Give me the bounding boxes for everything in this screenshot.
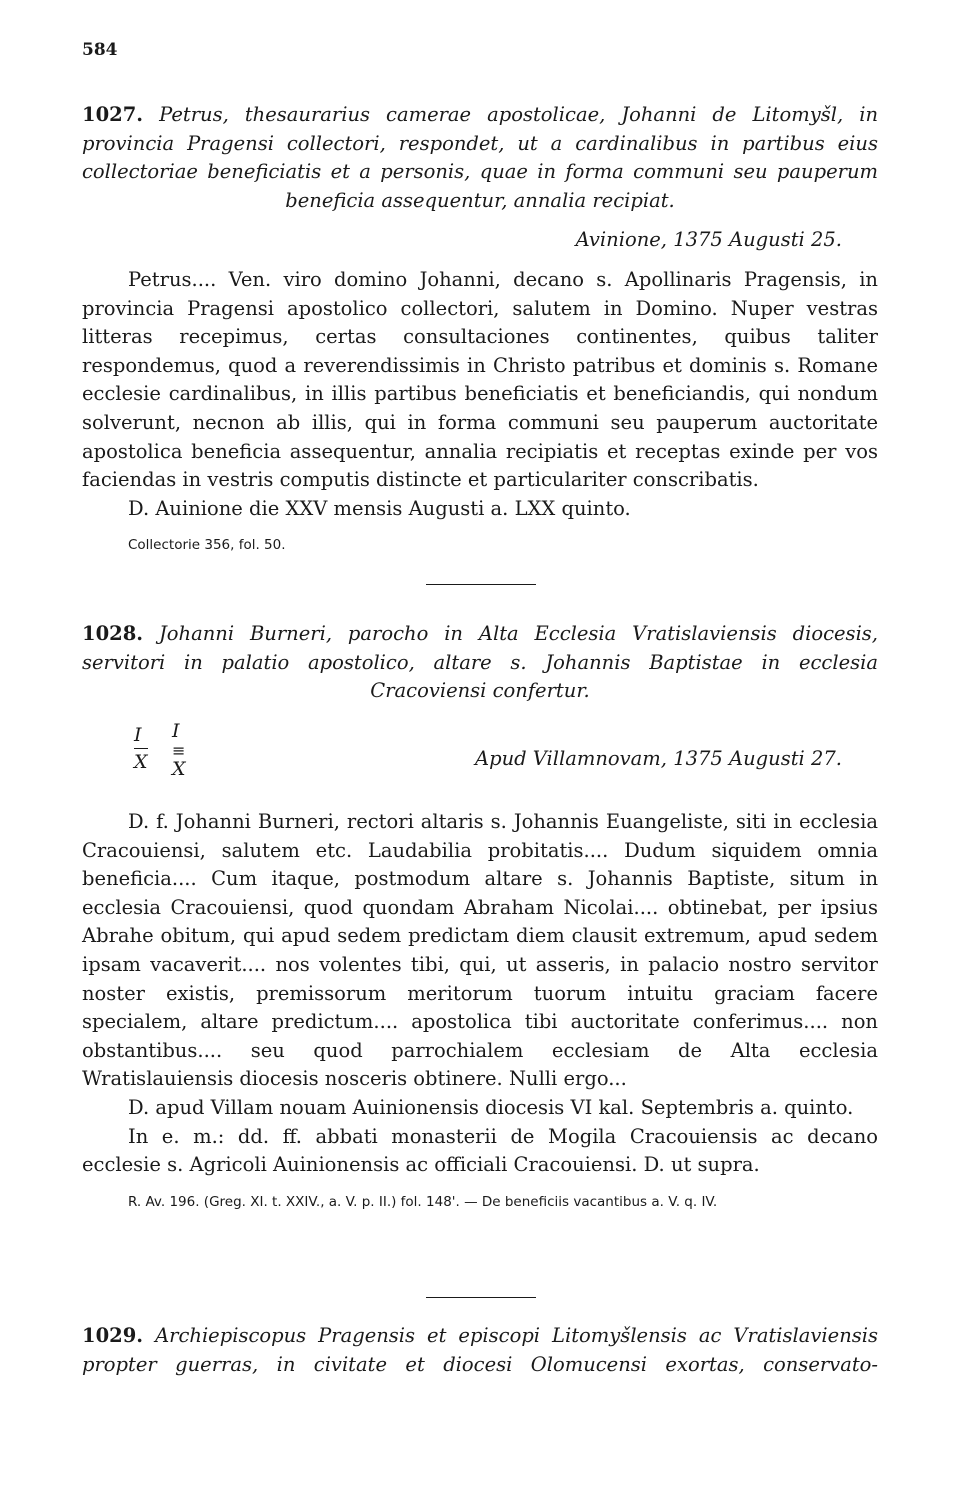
entry-1028 <box>82 620 878 706</box>
page-number: 584 <box>82 40 118 60</box>
entry-number: 1029. <box>82 1324 144 1347</box>
entry-number: 1028. <box>82 622 144 645</box>
source-reference: R. Av. 196. (Greg. XI. t. XXIV., a. V. p. II.) fol. 148'. — De beneficiis vacantibus a. V. q. IV. <box>128 1193 718 1210</box>
letter-text: Petrus.... Ven. viro domino Johanni, decano s. Apollinaris Pragensis, in provincia Pragensi apostolico collectori, salutem in Domino. Nuper vestras litteras recepimus, certas consultaciones continentes, quibus taliter respondemus, quod a reverendissimis in Christo patribus et dominis s. Romane ecclesie cardinalibus, in illis partibus beneficiatis et beneficiandis, qui nondum solverunt, necnon ab illis, qui in forma communi seu pauperum auctoritate apostolica beneficia assequentur, annalia recipiatis et receptas exinde per vos faciendas in vestris computis distincte et particulariter conscribatis. <box>82 267 878 492</box>
regest-text: Johanni Burneri, parocho in Alta Ecclesia Vratislaviensis diocesis, servitori in palatio apostolico, altare s. Johannis Baptistae in ecclesia Cracoviensi confertur. <box>82 622 879 703</box>
regest-1028 <box>82 620 878 706</box>
letter-text: D. f. Johanni Burneri, rectori altaris s. Johannis Euangeliste, siti in ecclesia Cracouiensi, salutem etc. Laudabilia probitatis.... Dudum siquidem omnia beneficia.... Cum itaque, postmodum altare s. Johannis Baptiste, situm in ecclesia Cracouiensi, quod quondam Abraham Nicolai.... obtinebat, per ipsius Abrahe obitum, qui apud sedem predictam diem clausit extremum, apud sedem ipsam vacaverit.... nos volentes tibi, qui, ut asseris, in palacio nostro servitor noster existis, premissorum meritorum tuorum intuitu graciam facere specialem, altare predictum.... apostolica tibi auctoritate conferimus.... non obstantibus.... seu quod parrochialem ecclesiam de Alta ecclesia Wratislauiensis diocesis nosceris obtinere. Nulli ergo... <box>82 810 878 1091</box>
note-denominator: X <box>134 751 148 773</box>
place-date: Apud Villamnovam, 1375 Augusti 27. <box>475 747 842 770</box>
note-denominator: X <box>172 758 186 780</box>
executors-clause: In e. m.: dd. ff. abbati monasterii de Mogila Cracouiensis ac decano ecclesie s. Agricoli Auinionensis ac officiali Cracouiensi. D. ut supra. <box>82 1124 878 1177</box>
source-reference: Collectorie 356, fol. 50. <box>128 537 286 554</box>
note-numerator: I <box>134 724 142 746</box>
regest-1029 <box>82 1322 878 1379</box>
place-date: Avinione, 1375 Augusti 25. <box>575 228 842 252</box>
note-numerator: I <box>172 720 180 742</box>
entry-1027 <box>82 101 878 555</box>
dating-clause: D. Auinione die XXV mensis Augusti a. LXX quinto. <box>128 496 631 520</box>
separator-rule <box>426 584 536 585</box>
entry-1028-body <box>82 808 878 1212</box>
separator-rule <box>426 1297 536 1298</box>
note-mark: ≡ <box>172 741 186 760</box>
regest-text: Archiepiscopus Pragensis et episcopi Litomyšlensis ac Vratislaviensis propter guerras, in civitate et diocesi Olomucensi exortas, conservato- <box>82 1324 878 1376</box>
regest-text: Petrus, thesaurarius camerae apostolicae, Johanni de Litomyšl, in provincia Pragensi collectori, respondet, ut a cardinalibus in partibus eius collectoriae beneficiatis et a personis, quae in forma communi seu pauperum beneficia assequentur, annalia recipiat. <box>82 103 878 212</box>
entry-1029 <box>82 1322 878 1379</box>
entry-number: 1027. <box>82 103 144 126</box>
regest-1027 <box>82 101 878 215</box>
dating-clause: D. apud Villam nouam Auinionensis diocesis VI kal. Septembris a. quinto. <box>128 1095 854 1119</box>
